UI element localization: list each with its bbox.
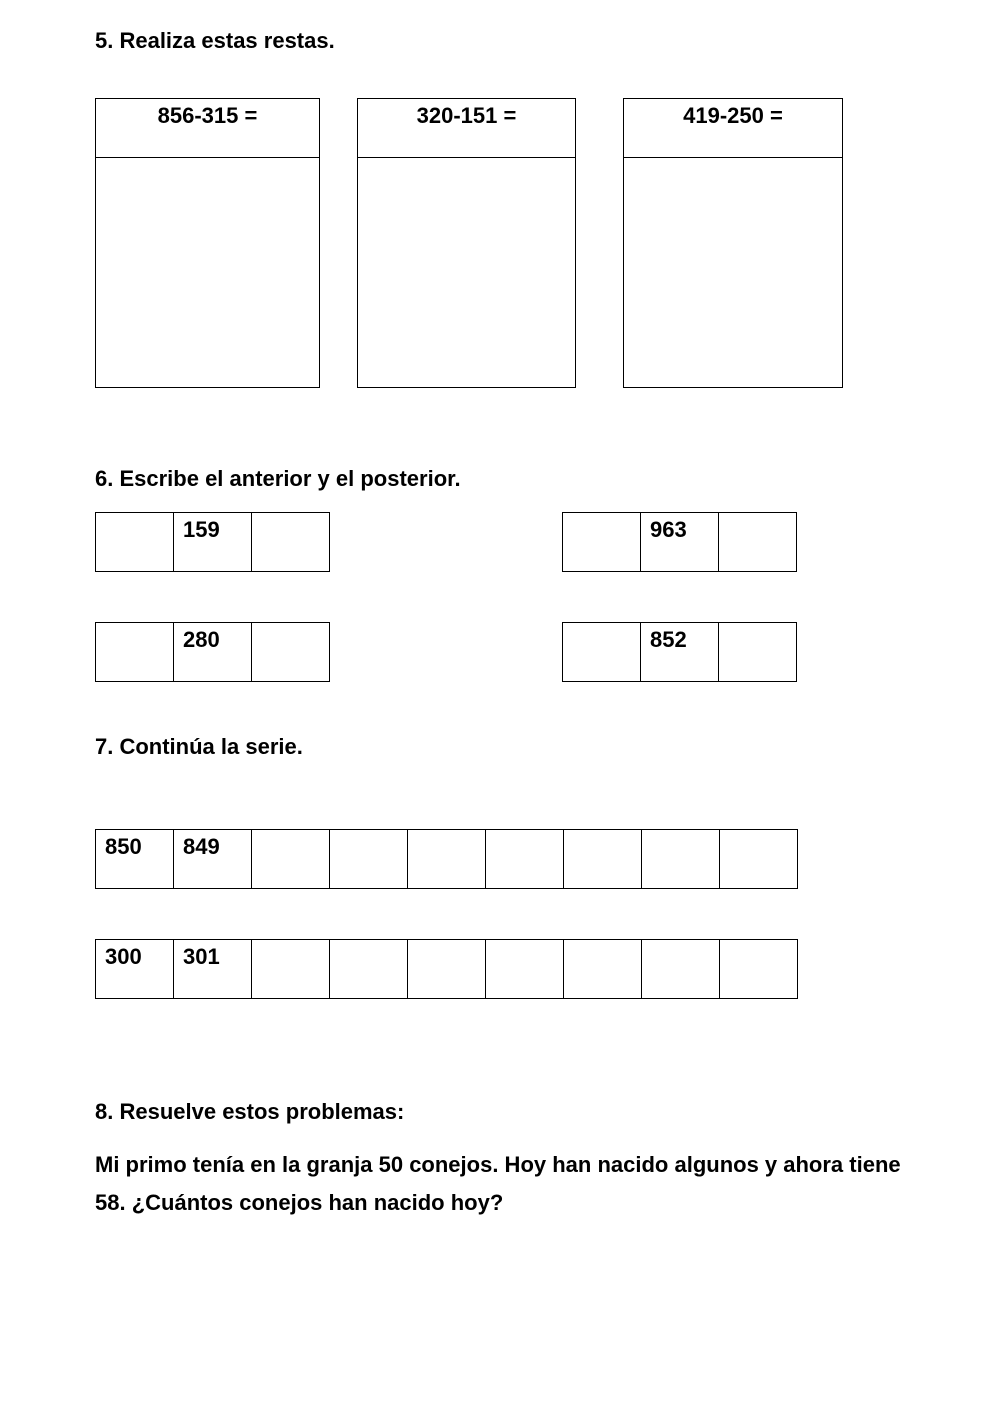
given-number-cell: 159	[174, 513, 252, 572]
neighbor-table	[95, 512, 330, 572]
subtraction-operation: 320-151 =	[358, 99, 575, 158]
series-answer-cell[interactable]	[642, 940, 720, 999]
series-answer-cell[interactable]	[408, 830, 486, 889]
series-table	[95, 829, 798, 889]
series-cell: 301	[174, 940, 252, 999]
next-number-cell[interactable]	[252, 623, 330, 682]
series-cell: 300	[96, 940, 174, 999]
series-answer-cell[interactable]	[564, 830, 642, 889]
subtraction-operation: 856-315 =	[96, 99, 319, 158]
answer-area[interactable]	[358, 158, 575, 387]
series-answer-cell[interactable]	[486, 830, 564, 889]
subtraction-box	[357, 98, 576, 388]
next-number-cell[interactable]	[252, 513, 330, 572]
next-number-cell[interactable]	[719, 513, 797, 572]
section-8-title: 8. Resuelve estos problemas:	[95, 1099, 405, 1124]
previous-number-cell[interactable]	[96, 623, 174, 682]
subtraction-operation: 419-250 =	[624, 99, 842, 158]
series-answer-cell[interactable]	[330, 830, 408, 889]
series-answer-cell[interactable]	[486, 940, 564, 999]
series-cell: 849	[174, 830, 252, 889]
given-number-cell: 963	[641, 513, 719, 572]
series-answer-cell[interactable]	[564, 940, 642, 999]
neighbor-table	[95, 622, 330, 682]
series-answer-cell[interactable]	[252, 830, 330, 889]
neighbor-table	[562, 622, 797, 682]
subtraction-box	[623, 98, 843, 388]
next-number-cell[interactable]	[719, 623, 797, 682]
series-answer-cell[interactable]	[252, 940, 330, 999]
previous-number-cell[interactable]	[96, 513, 174, 572]
section-6-title: 6. Escribe el anterior y el posterior.	[95, 466, 461, 491]
section-5-title: 5. Realiza estas restas.	[95, 28, 335, 53]
series-answer-cell[interactable]	[642, 830, 720, 889]
previous-number-cell[interactable]	[563, 513, 641, 572]
series-answer-cell[interactable]	[330, 940, 408, 999]
answer-area[interactable]	[96, 158, 319, 387]
word-problem: Mi primo tenía en la granja 50 conejos. Hoy han nacido algunos y ahora tiene 58. ¿Cuántos conejos han nacido hoy?	[95, 1152, 901, 1215]
series-answer-cell[interactable]	[720, 940, 798, 999]
given-number-cell: 852	[641, 623, 719, 682]
answer-area[interactable]	[624, 158, 842, 387]
series-cell: 850	[96, 830, 174, 889]
series-answer-cell[interactable]	[408, 940, 486, 999]
series-answer-cell[interactable]	[720, 830, 798, 889]
given-number-cell: 280	[174, 623, 252, 682]
subtraction-box	[95, 98, 320, 388]
previous-number-cell[interactable]	[563, 623, 641, 682]
section-7-title: 7. Continúa la serie.	[95, 734, 303, 759]
series-table	[95, 939, 798, 999]
neighbor-table	[562, 512, 797, 572]
